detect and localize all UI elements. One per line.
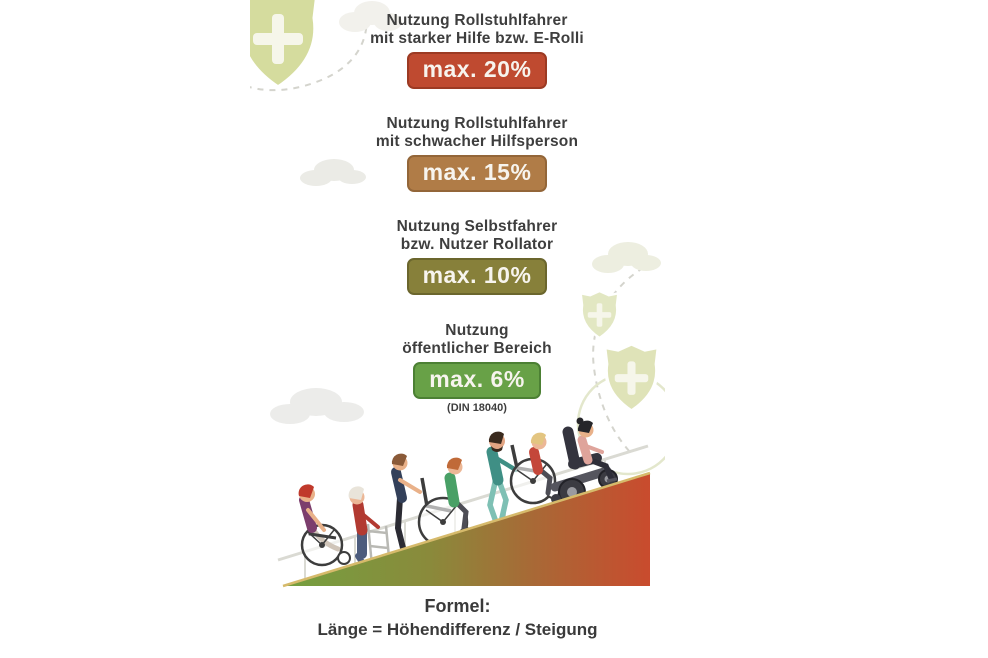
section-title-line: mit schwacher Hilfsperson: [375, 132, 579, 150]
formula-equation: Länge = Höhendifferenz / Steigung: [317, 620, 598, 639]
section-self-propelled: [292, 218, 662, 295]
infographic-canvas: [250, 0, 665, 658]
manual-wheelchair-user: [299, 484, 350, 565]
max-slope-badge: max. 20%: [407, 52, 548, 89]
max-slope-badge: max. 10%: [407, 258, 548, 295]
section-assisted-strong: [292, 12, 662, 89]
section-title-line: Nutzung Rollstuhlfahrer: [386, 115, 568, 132]
section-title-line: Nutzung Rollstuhlfahrer: [386, 12, 568, 29]
section-title-line: bzw. Nutzer Rollator: [400, 235, 554, 253]
section-title-line: mit starker Hilfe bzw. E-Rolli: [370, 29, 584, 47]
section-title-line: Nutzung: [445, 322, 509, 339]
max-slope-badge: max. 15%: [407, 155, 548, 192]
section-public-area: [292, 322, 662, 414]
section-title-line: Nutzung Selbstfahrer: [396, 218, 558, 235]
section-assisted-weak: [292, 115, 662, 192]
max-slope-badge: max. 6%: [413, 362, 541, 399]
section-title-line: öffentlicher Bereich: [402, 339, 552, 357]
formula-title: Formel:: [424, 596, 491, 616]
formula-block: [250, 596, 665, 640]
din-norm-note: (DIN 18040): [447, 402, 507, 414]
